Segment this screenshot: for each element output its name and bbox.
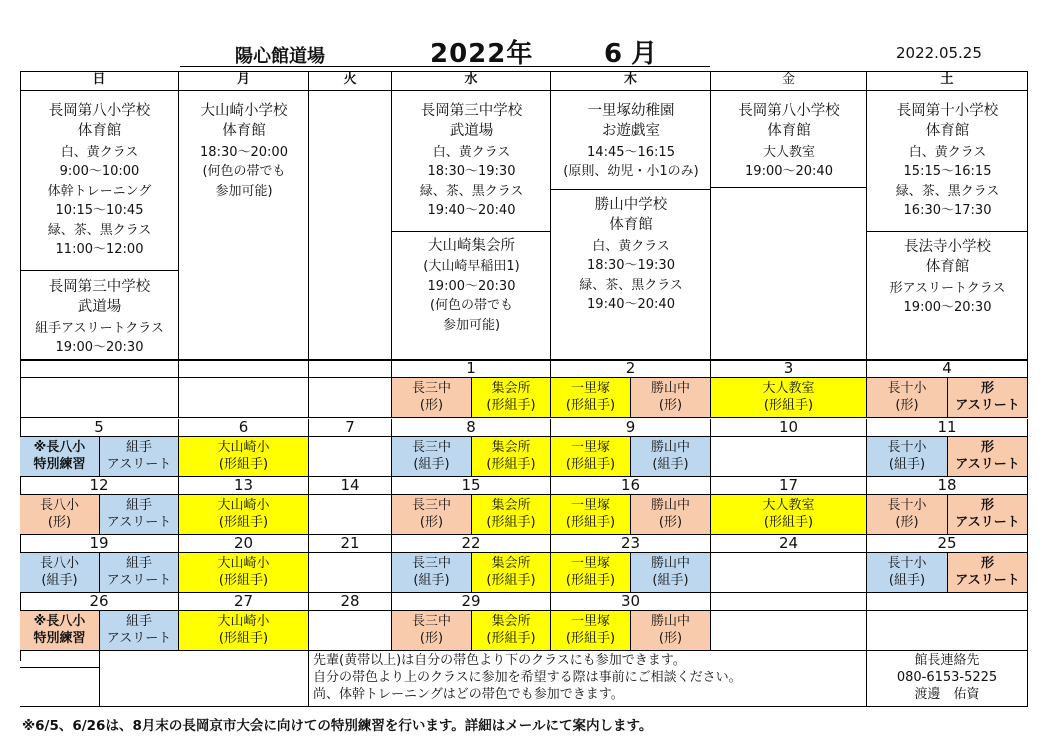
mon-session-l2: (何色の帯でも [202, 164, 286, 180]
sun-session-a-l5: 緑、茶、黒クラス [47, 222, 152, 238]
day-number-16: 16 [551, 477, 711, 495]
class-cell-line1: 一里塚 [570, 497, 610, 513]
class-cell [472, 437, 551, 477]
class-cell-line1: 長十小 [887, 439, 927, 455]
class-cell-line1: 長八小 [39, 555, 79, 571]
class-cell [472, 495, 551, 535]
weekday-0: 日 [20, 71, 179, 91]
weekday-1: 月 [179, 71, 309, 91]
day-number-18: 18 [867, 477, 1028, 495]
day-number-4: 4 [867, 360, 1028, 378]
class-cell [948, 553, 1028, 593]
class-cell-line2: 特別練習 [33, 630, 86, 646]
wed-session-a [392, 101, 551, 220]
empty-day [867, 611, 1028, 651]
weekday-5: 金 [711, 71, 867, 91]
thu-session-b-l4: 19:40〜20:40 [587, 297, 675, 313]
day-number-2: 2 [551, 360, 711, 378]
day-number-30: 30 [551, 593, 711, 611]
class-cell-line1: 大山崎小 [217, 555, 270, 571]
class-cell-line2: (形組手) [486, 572, 536, 588]
class-cell-line2: (形) [419, 514, 444, 530]
sat-session-b-title1: 長法寺小学校 [904, 239, 991, 255]
day-number-27: 27 [179, 593, 309, 611]
class-cell-line2: アスリート [955, 572, 1020, 588]
wed-session-b-l3: (何色の帯でも [429, 298, 514, 314]
mon-session [179, 101, 309, 200]
sun-session-a-l3: 体幹トレーニング [47, 183, 152, 199]
class-cell [179, 437, 309, 477]
class-cell-line2: (形組手) [486, 514, 536, 530]
class-cell [867, 378, 948, 418]
class-cell [100, 437, 179, 477]
day-number-24: 24 [711, 535, 867, 553]
class-cell-line2: アスリート [106, 572, 172, 588]
wed-session-a-title2: 武道場 [449, 123, 494, 140]
class-cell-line1: 長三中 [411, 497, 451, 513]
empty-day [309, 553, 392, 593]
class-cell-line1: 集会所 [491, 380, 531, 396]
contact-line-l2: 080-6153-5225 [896, 670, 998, 686]
class-cell-line2: (形) [895, 397, 919, 413]
class-cell [711, 378, 867, 418]
day-number-6: 6 [179, 419, 309, 437]
class-cell-line2: (形組手) [565, 630, 616, 646]
thu-session-a-title2: お遊戯室 [602, 123, 660, 140]
class-cell-line1: 大山崎小 [217, 439, 270, 455]
class-cell [948, 378, 1028, 418]
sat-divider [867, 231, 1028, 232]
class-cell-line2: (組手) [652, 456, 689, 472]
class-cell [179, 611, 309, 651]
notes-line-l2: 自分の帯色より上のクラスに参加を希望する際は事前にご相談ください。 [313, 670, 742, 686]
mon-session-title1: 大山崎小学校 [200, 103, 288, 119]
class-cell-line1: 形 [980, 497, 994, 513]
class-cell [551, 437, 631, 477]
class-cell-line2: (組手) [413, 456, 450, 472]
class-cell-line1: 勝山中 [650, 439, 690, 455]
day-number-12: 12 [20, 477, 179, 495]
class-cell-line2: (組手) [41, 572, 78, 588]
class-cell-line2: (形組手) [218, 514, 269, 530]
class-cell [948, 437, 1028, 477]
empty-day [309, 378, 392, 418]
class-cell-line2: (形組手) [218, 456, 269, 472]
class-cell-line2: (組手) [888, 572, 926, 588]
day-number-15: 15 [392, 477, 551, 495]
class-cell-line1: 組手 [125, 497, 152, 513]
class-cell-line1: 形 [980, 439, 994, 455]
day-number-11: 11 [867, 419, 1028, 437]
class-cell-line1: 一里塚 [570, 380, 610, 396]
class-cell-line1: 長十小 [887, 497, 927, 513]
class-cell-line1: 集会所 [491, 439, 531, 455]
class-cell-line2: (形) [658, 514, 683, 530]
day-number-17: 17 [711, 477, 867, 495]
class-cell-line2: (形組手) [218, 630, 269, 646]
class-cell-line1: 長三中 [411, 613, 451, 629]
class-cell-line2: (形) [658, 397, 683, 413]
class-cell [179, 553, 309, 593]
class-cell-line2: アスリート [106, 456, 172, 472]
class-cell-line1: 形 [980, 555, 994, 571]
day-number-blank [20, 360, 179, 378]
empty-day [711, 437, 867, 477]
class-cell-line1: 長十小 [887, 555, 927, 571]
day-number-19: 19 [20, 535, 179, 553]
contact-line-l1: 館長連絡先 [914, 653, 980, 669]
wed-session-a-l1: 白、黄クラス [432, 144, 511, 160]
notes-line-l3: 尚、体幹トレーニングはどの帯色でも参加できます。 [313, 686, 624, 702]
day-number-22: 22 [392, 535, 551, 553]
sat-session-a-l1: 白、黄クラス [908, 144, 987, 160]
footer-note: ※6/5、6/26は、8月末の長岡京市大会に向けての特別練習を行います。詳細はメールにて案内します。 [22, 718, 653, 734]
notes-blank-1 [20, 651, 100, 707]
empty-day [309, 437, 392, 477]
class-cell [631, 553, 711, 593]
class-cell-line1: 勝山中 [650, 613, 690, 629]
notes-box [309, 651, 867, 707]
class-cell [472, 378, 551, 418]
class-cell-line2: アスリート [106, 514, 172, 530]
class-cell-line2: (形) [658, 630, 683, 646]
class-cell [631, 378, 711, 418]
class-cell-line1: 大山崎小 [217, 613, 270, 629]
class-cell-line2: (形) [47, 514, 72, 530]
class-cell [551, 378, 631, 418]
class-cell-line2: (形組手) [218, 572, 269, 588]
class-cell-line2: 特別練習 [33, 456, 86, 472]
fri-session-l1: 大人教室 [762, 144, 815, 160]
class-cell [711, 495, 867, 535]
class-cell [948, 495, 1028, 535]
wed-session-a-title1: 長岡第三中学校 [420, 103, 523, 119]
day-number-10: 10 [711, 419, 867, 437]
day-number-26: 26 [20, 593, 179, 611]
mon-session-l1: 18:30〜20:00 [200, 144, 288, 160]
day-number-28: 28 [309, 593, 392, 611]
thu-divider [551, 189, 711, 190]
dojo-name: 陽心館道場 [235, 46, 325, 67]
class-cell-line2: (組手) [888, 456, 926, 472]
class-cell [20, 437, 100, 477]
class-cell-line1: 勝山中 [650, 380, 690, 396]
thu-session-a-l1: 14:45〜16:15 [587, 144, 675, 160]
day-number-7: 7 [309, 419, 392, 437]
class-cell-line1: 大山崎小 [217, 497, 270, 513]
class-cell-line2: (形組手) [565, 514, 616, 530]
class-cell [100, 553, 179, 593]
wed-session-a-l4: 19:40〜20:40 [427, 203, 516, 219]
empty-day [309, 611, 392, 651]
class-cell-line2: (形組手) [486, 456, 536, 472]
class-cell-line1: 勝山中 [650, 497, 690, 513]
class-cell-line2: アスリート [955, 456, 1020, 472]
day-number-1: 1 [392, 360, 551, 378]
sat-session-a-l2: 15:15〜16:15 [903, 164, 992, 180]
class-cell-line1: 一里塚 [570, 555, 610, 571]
fri-session-title2: 体育館 [767, 123, 811, 140]
mon-session-title2: 体育館 [222, 123, 266, 140]
class-cell-line2: (形組手) [565, 456, 616, 472]
sun-session-a-title1: 長岡第八小学校 [48, 103, 151, 119]
class-cell [551, 495, 631, 535]
sun-session-a-title2: 体育館 [77, 123, 122, 140]
class-cell-line2: アスリート [955, 514, 1020, 530]
weekday-2: 火 [309, 71, 392, 91]
wed-session-a-l3: 緑、茶、黒クラス [419, 183, 524, 199]
class-cell [392, 437, 472, 477]
class-cell-line2: (組手) [413, 572, 450, 588]
contact-line-l3: 渡邊 佑資 [914, 686, 980, 702]
class-cell [179, 495, 309, 535]
thu-session-b-l1: 白、黄クラス [592, 238, 670, 254]
day-number-8: 8 [392, 419, 551, 437]
sun-session-a [20, 101, 179, 259]
day-number-blank [711, 593, 867, 611]
sat-session-a-title2: 体育館 [925, 123, 970, 140]
class-cell-line1: ※長八小 [33, 613, 86, 629]
sat-session-a-l3: 緑、茶、黒クラス [895, 183, 1000, 199]
day-number-13: 13 [179, 477, 309, 495]
fri-session-l2: 19:00〜20:40 [745, 164, 833, 180]
class-cell [551, 553, 631, 593]
day-number-5: 5 [20, 419, 179, 437]
class-cell-line1: 大人教室 [762, 497, 815, 513]
notes-blank-2 [100, 651, 309, 707]
wed-session-b [392, 236, 551, 334]
class-cell-line2: (形組手) [565, 397, 616, 413]
calendar-year: 2022年 [430, 39, 534, 69]
class-cell-line1: 大人教室 [762, 380, 815, 396]
sun-session-a-l1: 白、黄クラス [60, 144, 139, 160]
day-number-21: 21 [309, 535, 392, 553]
sat-session-b-l1: 形アスリートクラス [889, 280, 1006, 296]
class-cell-line1: 組手 [125, 555, 152, 571]
class-cell-line1: 長三中 [411, 380, 451, 396]
empty-day [179, 378, 309, 418]
fri-divider [711, 187, 867, 188]
sun-session-b-title1: 長岡第三中学校 [48, 279, 151, 295]
class-cell-line2: アスリート [106, 630, 172, 646]
class-cell [100, 611, 179, 651]
empty-day [711, 611, 867, 651]
sat-session-a-title1: 長岡第十小学校 [896, 103, 999, 119]
weekday-3: 水 [392, 71, 551, 91]
wed-session-b-l1: (大山崎早稲田1) [423, 259, 520, 275]
class-cell [867, 553, 948, 593]
contact-box [867, 651, 1028, 707]
thu-session-a-l2: (原則、幼児・小1のみ) [563, 164, 699, 180]
class-cell-line1: 一里塚 [570, 613, 610, 629]
sat-session-a [867, 101, 1028, 220]
class-cell-line1: 組手 [125, 613, 152, 629]
day-number-blank [309, 360, 392, 378]
class-cell-line2: (形組手) [486, 630, 536, 646]
empty-day [309, 495, 392, 535]
thu-session-b-l2: 18:30〜19:30 [587, 258, 675, 274]
class-cell-line1: 長八小 [39, 497, 79, 513]
class-cell-line1: 組手 [125, 439, 152, 455]
day-number-23: 23 [551, 535, 711, 553]
sun-session-a-l6: 11:00〜12:00 [55, 242, 144, 258]
class-cell-line2: (形組手) [565, 572, 616, 588]
class-cell [20, 611, 100, 651]
class-cell [472, 553, 551, 593]
class-cell-line1: 一里塚 [570, 439, 610, 455]
notes-line-l1: 先輩(黄帯以上)は自分の帯色より下のクラスにも参加できます。 [313, 653, 686, 669]
empty-day [711, 553, 867, 593]
wed-session-b-l4: 参加可能) [442, 317, 501, 333]
day-number-29: 29 [392, 593, 551, 611]
class-cell [631, 495, 711, 535]
class-cell-line1: ※長八小 [33, 439, 86, 455]
class-cell-line1: 集会所 [491, 497, 531, 513]
weekday-4: 木 [551, 71, 711, 91]
day-number-20: 20 [179, 535, 309, 553]
class-cell-line2: (形) [895, 514, 919, 530]
class-cell [472, 611, 551, 651]
fri-session [711, 101, 867, 181]
thu-session-b-title2: 体育館 [609, 217, 653, 234]
mon-session-l3: 参加可能) [215, 183, 273, 199]
sun-session-b-title2: 武道場 [77, 299, 122, 316]
sun-session-a-l4: 10:15〜10:45 [55, 203, 144, 219]
sun-divider [20, 270, 179, 271]
class-cell-line2: (組手) [652, 572, 689, 588]
sun-session-a-l2: 9:00〜10:00 [59, 164, 140, 180]
class-cell-line2: アスリート [955, 397, 1020, 413]
class-cell [867, 437, 948, 477]
notes-blank-divider [20, 667, 100, 668]
fri-session-title1: 長岡第八小学校 [738, 103, 840, 119]
class-cell [551, 611, 631, 651]
sun-session-b [20, 277, 179, 357]
sat-session-a-l4: 16:30〜17:30 [903, 203, 992, 219]
class-cell-line2: (形) [419, 630, 444, 646]
class-cell [631, 611, 711, 651]
class-cell-line2: (形組手) [763, 397, 814, 413]
day-number-blank [179, 360, 309, 378]
class-cell [20, 553, 100, 593]
wed-session-a-l2: 18:30〜19:30 [427, 164, 516, 180]
class-cell-line2: (形組手) [486, 397, 536, 413]
day-number-25: 25 [867, 535, 1028, 553]
class-cell [100, 495, 179, 535]
calendar-month: 6 月 [604, 39, 658, 69]
class-cell [631, 437, 711, 477]
class-cell [867, 495, 948, 535]
day-number-9: 9 [551, 419, 711, 437]
wed-divider [392, 231, 551, 232]
sun-session-b-l1: 組手アスリートクラス [35, 320, 164, 336]
class-cell-line1: 集会所 [491, 555, 531, 571]
thu-session-b-title1: 勝山中学校 [594, 197, 668, 213]
sat-session-b-title2: 体育館 [925, 259, 970, 276]
empty-day [20, 378, 179, 418]
class-cell-line2: (形組手) [763, 514, 814, 530]
thu-session-a-title1: 一里塚幼稚園 [587, 103, 675, 119]
class-cell-line1: 長三中 [411, 555, 451, 571]
day-number-14: 14 [309, 477, 392, 495]
class-cell [20, 495, 100, 535]
sat-session-b [867, 237, 1028, 317]
class-cell-line1: 長十小 [887, 380, 927, 396]
class-cell-line1: 形 [980, 380, 994, 396]
sun-session-b-l2: 19:00〜20:30 [55, 340, 144, 356]
day-number-blank [867, 593, 1028, 611]
class-cell-line1: 集会所 [491, 613, 531, 629]
day-number-3: 3 [711, 360, 867, 378]
class-cell-line1: 勝山中 [650, 555, 690, 571]
wed-session-b-title1: 大山崎集会所 [428, 238, 515, 254]
issue-date: 2022.05.25 [896, 44, 982, 62]
class-cell-line2: (形) [419, 397, 444, 413]
weekday-6: 土 [867, 71, 1028, 91]
thu-session-a [551, 101, 711, 181]
class-cell [392, 611, 472, 651]
thu-session-b-l3: 緑、茶、黒クラス [579, 277, 683, 293]
class-cell [392, 378, 472, 418]
class-cell [392, 553, 472, 593]
thu-session-b [551, 195, 711, 314]
sat-session-b-l2: 19:00〜20:30 [903, 300, 992, 316]
class-cell-line1: 長三中 [411, 439, 451, 455]
wed-session-b-l2: 19:00〜20:30 [427, 278, 516, 294]
class-cell [392, 495, 472, 535]
